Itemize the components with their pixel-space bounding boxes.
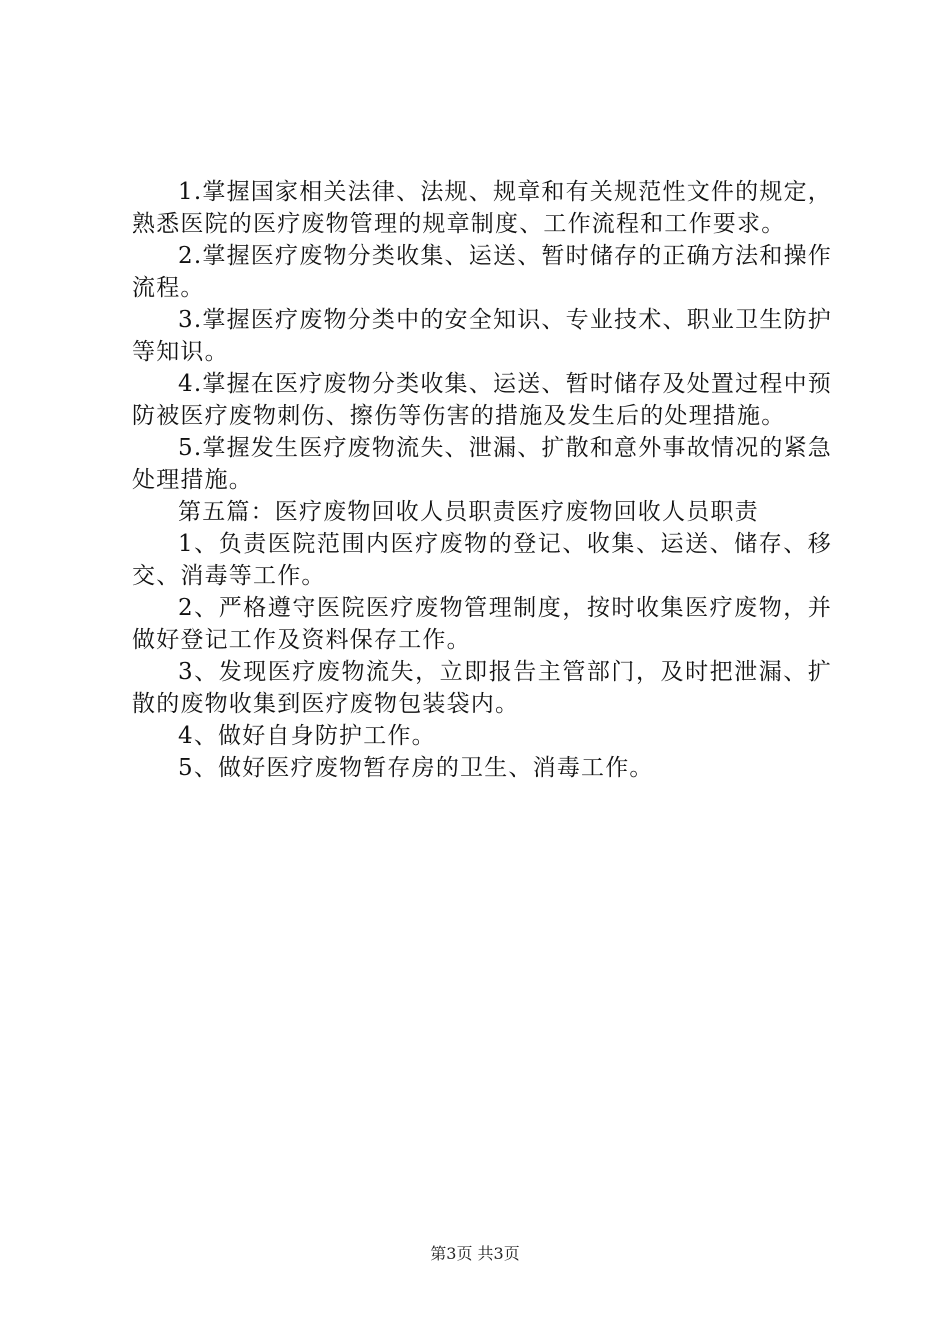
paragraph-4: 4.掌握在医疗废物分类收集、运送、暂时储存及处置过程中预防被医疗废物刺伤、擦伤等伤害的措施及发生后的处理措施。 xyxy=(132,371,832,429)
duty-item-2: 2、严格遵守医院医疗废物管理制度，按时收集医疗废物，并做好登记工作及资料保存工作。 xyxy=(132,595,832,653)
page-number-footer: 第3页 共3页 xyxy=(430,1244,520,1263)
duty-item-3: 3、发现医疗废物流失，立即报告主管部门，及时把泄漏、扩散的废物收集到医疗废物包装袋内。 xyxy=(132,659,832,717)
paragraph-2: 2.掌握医疗废物分类收集、运送、暂时储存的正确方法和操作流程。 xyxy=(132,243,832,301)
duty-item-1: 1、负责医院范围内医疗废物的登记、收集、运送、储存、移交、消毒等工作。 xyxy=(132,531,832,589)
duty-item-4: 4、做好自身防护工作。 xyxy=(178,723,436,749)
paragraph-1: 1.掌握国家相关法律、法规、规章和有关规范性文件的规定，熟悉医院的医疗废物管理的规章制度、工作流程和工作要求。 xyxy=(132,179,832,237)
paragraph-5: 5.掌握发生医疗废物流失、泄漏、扩散和意外事故情况的紧急处理措施。 xyxy=(132,435,832,493)
duty-item-5: 5、做好医疗废物暂存房的卫生、消毒工作。 xyxy=(178,755,654,781)
document-body xyxy=(132,176,832,784)
paragraph-3: 3.掌握医疗废物分类中的安全知识、专业技术、职业卫生防护等知识。 xyxy=(132,307,832,365)
section-heading: 第五篇：医疗废物回收人员职责医疗废物回收人员职责 xyxy=(178,499,759,525)
